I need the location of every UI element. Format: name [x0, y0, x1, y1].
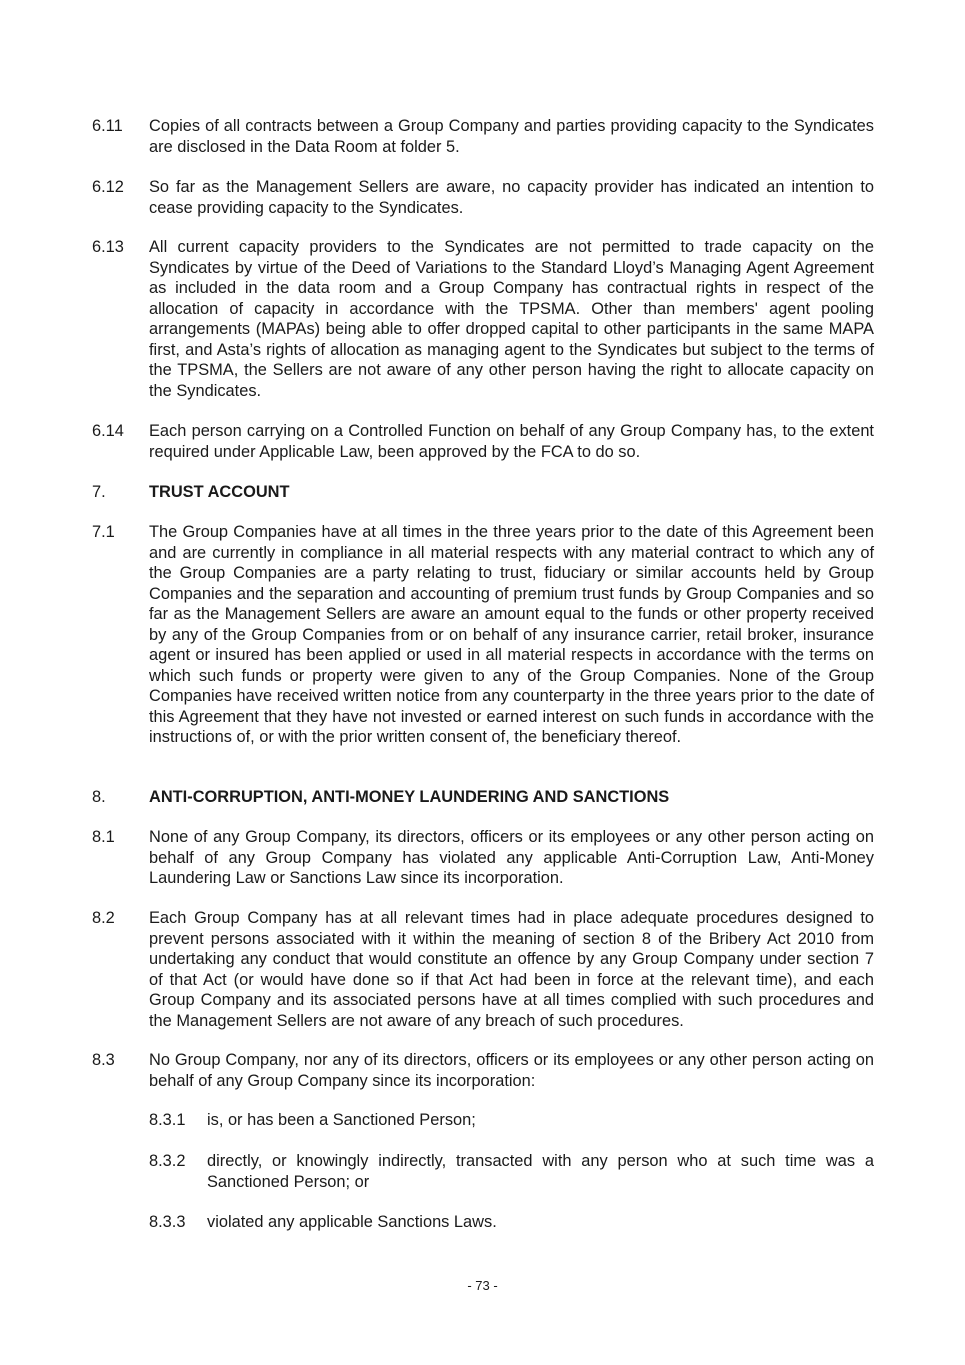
clause-number: 6.12 [92, 178, 124, 196]
section-title: TRUST ACCOUNT [149, 483, 290, 501]
clause-text: None of any Group Company, its directors, officers or its employees or any other person acting on behalf of any Group Company has violated any applicable Anti-Corruption Law, Anti-Money Laundering Law or Sanctions Law since its incorporation. [149, 828, 874, 887]
clause-number: 6.14 [92, 422, 124, 440]
clause-number: 6.11 [92, 117, 123, 135]
clause-number: 8.1 [92, 828, 115, 846]
clause-6-11 [92, 116, 874, 157]
clause-8-1 [92, 827, 874, 889]
clause-8-3 [92, 1050, 874, 1091]
clause-number: 8.3.3 [149, 1213, 186, 1231]
section-number: 7. [92, 483, 106, 501]
clause-8-3-2 [149, 1151, 874, 1192]
clause-8-3-1 [149, 1110, 874, 1131]
clause-text: So far as the Management Sellers are aware, no capacity provider has indicated an intention to cease providing capacity to the Syndicates. [149, 178, 874, 217]
clause-text: is, or has been a Sanctioned Person; [207, 1111, 476, 1129]
clause-6-13 [92, 237, 874, 401]
clause-text: directly, or knowingly indirectly, transacted with any person who at such time was a Sanctioned Person; or [207, 1152, 874, 1191]
clause-6-14 [92, 421, 874, 462]
clause-8-2 [92, 908, 874, 1031]
clause-7-1 [92, 522, 874, 748]
section-number: 8. [92, 788, 106, 806]
clause-number: 8.3 [92, 1051, 115, 1069]
clause-text: Each person carrying on a Controlled Function on behalf of any Group Company has, to the extent required under Applicable Law, been approved by the FCA to do so. [149, 422, 874, 461]
section-title: ANTI-CORRUPTION, ANTI-MONEY LAUNDERING AND SANCTIONS [149, 788, 670, 806]
clause-number: 8.3.2 [149, 1152, 186, 1170]
clause-number: 6.13 [92, 238, 124, 256]
clause-number: 8.2 [92, 909, 115, 927]
clause-text: The Group Companies have at all times in the three years prior to the date of this Agreement been and are currently in compliance in all material respects with any material contract to which any of the Group Companies are a party relating to trust, fiduciary or similar accounts held by Group Companies and the separation and accounting of premium trust funds by Group Companies and so far as the Management Sellers are aware an amount equal to the funds or other property received by any of the Group Companies from or on behalf of any insurance carrier, retail broker, insurance agent or insured has been applied or used in all material respects in accordance with the terms on which such funds or property were given to any of the Group Companies. None of the Group Companies have received written notice from any counterparty in the three years prior to the date of this Agreement that they have not invested or earned interest on such funds in accordance with the instructions of, or with the prior written consent of, the beneficiary thereof. [149, 523, 874, 746]
clause-text: Copies of all contracts between a Group Company and parties providing capacity to the Syndicates are disclosed in the Data Room at folder 5. [149, 117, 874, 156]
page-number: - 73 - [467, 1278, 498, 1293]
clause-text: violated any applicable Sanctions Laws. [207, 1213, 497, 1231]
section-heading-8 [92, 787, 874, 808]
clause-number: 7.1 [92, 523, 115, 541]
clause-text: Each Group Company has at all relevant times had in place adequate procedures designed to prevent persons associated with it within the meaning of section 8 of the Bribery Act 2010 from undertaking any conduct that would constitute an offence by any Group Company under section 7 of that Act (or would have done so if that Act had been in force at the relevant time), and each Group Company and its associated persons have at all times complied with such procedures and the Management Sellers are not aware of any breach of such procedures. [149, 909, 874, 1030]
clause-6-12 [92, 177, 874, 218]
clause-number: 8.3.1 [149, 1111, 186, 1129]
clause-text: All current capacity providers to the Syndicates are not permitted to trade capacity on the Syndicates by virtue of the Deed of Variations to the Standard Lloyd’s Managing Agent Agreement as included in the data room and a Group Company has contractual rights in respect of the allocation of capacity in accordance with the TPSMA. Other than members' agent pooling arrangements (MAPAs) being able to offer dropped capital to other participants in the same MAPA first, and Asta’s rights of allocation as managing agent to the Syndicates but subject to the terms of the TPSMA, the Sellers are not aware of any other person having the right to allocate capacity on the Syndicates. [149, 238, 874, 400]
section-heading-7 [92, 482, 874, 503]
clause-8-3-3 [149, 1212, 874, 1233]
clause-text: No Group Company, nor any of its directors, officers or its employees or any other person acting on behalf of any Group Company since its incorporation: [149, 1051, 874, 1090]
